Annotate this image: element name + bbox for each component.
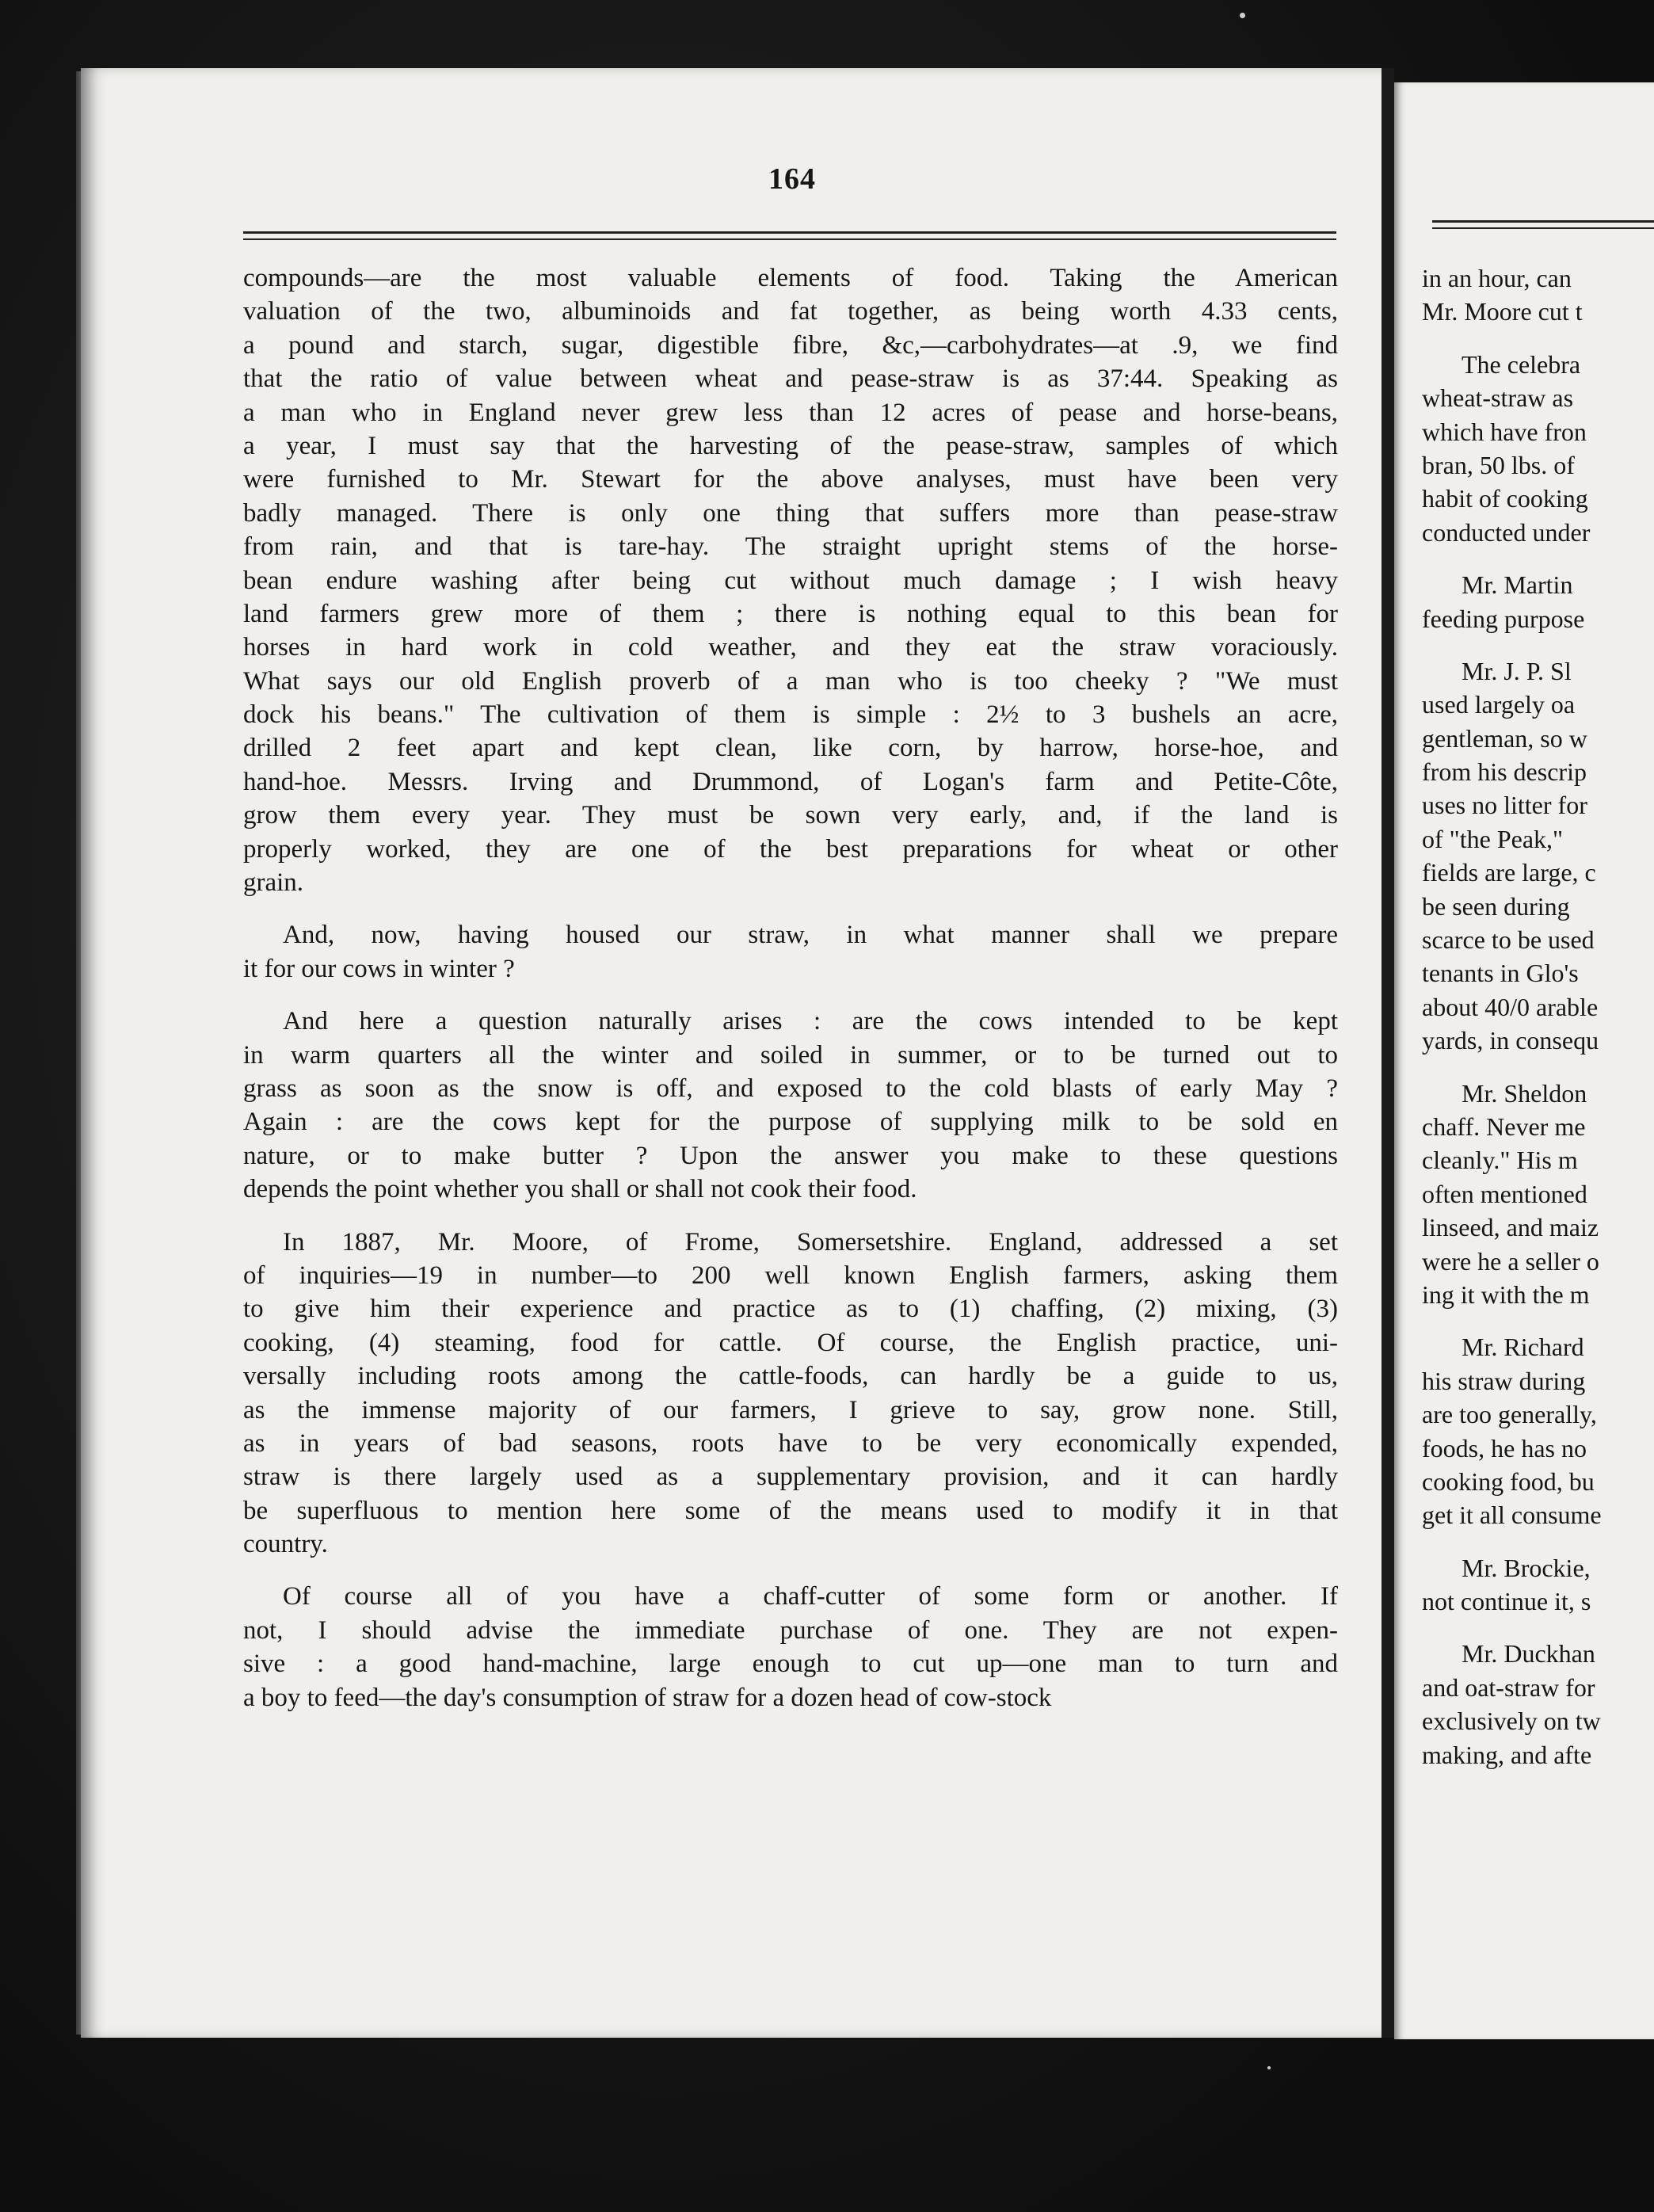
- text-line: yards, in consequ: [1422, 1026, 1599, 1055]
- text-line: were he a seller o: [1422, 1246, 1599, 1276]
- paragraph-gap: [243, 1207, 1338, 1226]
- text-line: a year, I must say that the harvesting of the pease-straw, samples of which: [243, 431, 1338, 460]
- paragraph-gap: [243, 986, 1338, 1005]
- paragraph-gap: [1422, 1311, 1654, 1330]
- text-line: chaff. Never me: [1422, 1112, 1586, 1141]
- paragraph-gap: [1422, 635, 1654, 654]
- right-header-rule-bottom: [1432, 227, 1654, 229]
- text-line: not, I should advise the immediate purchase of one. They are not expen-: [243, 1615, 1338, 1645]
- dust-speck: [1267, 2066, 1271, 2069]
- text-line: hand-hoe. Messrs. Irving and Drummond, of Logan's farm and Petite-Côte,: [243, 767, 1338, 796]
- text-line: are too generally,: [1422, 1400, 1597, 1429]
- text-line: Mr. Martin: [1462, 570, 1573, 600]
- text-line: country.: [243, 1530, 328, 1559]
- text-line: exclusively on tw: [1422, 1707, 1601, 1736]
- text-line: from rain, and that is tare-hay. The straight upright stems of the horse-: [243, 532, 1338, 562]
- paragraph-gap: [1422, 1058, 1654, 1077]
- text-line: ing it with the m: [1422, 1280, 1590, 1309]
- text-line: of inquiries—19 in number—to 200 well known English farmers, asking them: [243, 1260, 1338, 1290]
- paragraph-gap: [1422, 549, 1654, 568]
- text-line: valuation of the two, albuminoids and fat together, as being worth 4.33 cents,: [243, 297, 1338, 326]
- text-line: about 40/0 arable: [1422, 992, 1599, 1021]
- text-line: The celebra: [1462, 349, 1581, 379]
- text-line: Of course all of you have a chaff-cutter of some form or another. If: [283, 1582, 1338, 1611]
- text-line: compounds—are the most valuable elements of food. Taking the American: [243, 264, 1338, 292]
- book-gutter: [1382, 68, 1394, 2038]
- text-line: in an hour, can: [1422, 264, 1572, 292]
- text-line: Mr. Sheldon: [1462, 1078, 1587, 1108]
- text-line: in warm quarters all the winter and soiled in summer, or to be turned out to: [243, 1040, 1338, 1070]
- text-line: versally including roots among the cattle-foods, can hardly be a guide to us,: [243, 1362, 1338, 1391]
- text-line: linseed, and maiz: [1422, 1213, 1599, 1242]
- text-line: a man who in England never grew less than 12 acres of pease and horse-beans,: [243, 398, 1338, 427]
- text-line: Mr. Moore cut t: [1422, 297, 1583, 326]
- text-line: bran, 50 lbs. of: [1422, 450, 1575, 479]
- text-line: feeding purpose: [1422, 604, 1585, 633]
- text-line: making, and afte: [1422, 1740, 1592, 1769]
- text-line: drilled 2 feet apart and kept clean, like corn, by harrow, horse-hoe, and: [243, 734, 1338, 763]
- text-line: What says our old English proverb of a man who is too cheeky ? "We must: [243, 666, 1338, 696]
- text-line: be superfluous to mention here some of the means used to modify it in that: [243, 1496, 1338, 1525]
- text-line: fields are large, c: [1422, 858, 1596, 887]
- text-line: a boy to feed—the day's consumption of straw for a dozen head of cow-stock: [243, 1683, 1052, 1712]
- text-line: from his descrip: [1422, 757, 1587, 787]
- text-line: often mentioned: [1422, 1179, 1587, 1208]
- text-line: which have fron: [1422, 417, 1587, 446]
- text-line: horses in hard work in cold weather, and they eat the straw voraciously.: [243, 633, 1338, 662]
- text-line: be seen during: [1422, 891, 1570, 921]
- text-line: grow them every year. They must be sown very early, and, if the land is: [243, 801, 1338, 830]
- text-line: uses no litter for: [1422, 791, 1587, 820]
- text-line: cooking, (4) steaming, food for cattle. Of course, the English practice, uni-: [243, 1328, 1338, 1357]
- header-rule-bottom: [243, 238, 1336, 240]
- text-line: cleanly." His m: [1422, 1146, 1578, 1175]
- text-line: dock his beans." The cultivation of them is simple : 2½ to 3 bushels an acre,: [243, 700, 1338, 730]
- text-line: depends the point whether you shall or shall not cook their food.: [243, 1175, 917, 1204]
- text-line: habit of cooking: [1422, 484, 1588, 513]
- text-line: sive : a good hand-machine, large enough to cut up—one man to turn and: [243, 1649, 1338, 1679]
- text-line: his straw during: [1422, 1366, 1586, 1395]
- text-line: Mr. Duckhan: [1462, 1639, 1595, 1669]
- paragraph-gap: [243, 899, 1338, 918]
- paragraph-gap: [1422, 1532, 1654, 1551]
- text-line: Mr. J. P. Sl: [1462, 656, 1572, 685]
- text-line: properly worked, they are one of the best preparations for wheat or other: [243, 834, 1338, 864]
- text-line: and oat-straw for: [1422, 1672, 1595, 1702]
- text-line: cooking food, bu: [1422, 1466, 1595, 1496]
- paragraph-gap: [1422, 329, 1654, 348]
- text-line: tenants in Glo's: [1422, 959, 1579, 988]
- paragraph-gap: [1422, 1618, 1654, 1637]
- text-line: nature, or to make butter ? Upon the answer you make to these questions: [243, 1141, 1338, 1170]
- text-line: get it all consume: [1422, 1501, 1602, 1530]
- dust-speck: [1240, 13, 1245, 18]
- text-line: land farmers grew more of them ; there is nothing equal to this bean for: [243, 599, 1338, 628]
- text-line: Mr. Richard: [1462, 1333, 1584, 1362]
- text-line: And, now, having housed our straw, in what manner shall we prepare: [283, 921, 1338, 950]
- text-line: used largely oa: [1422, 690, 1576, 719]
- paragraph-gap: [243, 1561, 1338, 1580]
- text-line: not continue it, s: [1422, 1587, 1591, 1616]
- text-line: to give him their experience and practice as to (1) chaffing, (2) mixing, (3): [243, 1295, 1338, 1324]
- text-line: wheat-straw as: [1422, 383, 1574, 413]
- text-line: foods, he has no: [1422, 1433, 1587, 1463]
- text-line: Mr. Brockie,: [1462, 1553, 1591, 1582]
- text-line: that the ratio of value between wheat and pease-straw is as 37:44. Speaking as: [243, 364, 1338, 394]
- left-page-text: [243, 261, 1338, 1714]
- text-line: were furnished to Mr. Stewart for the above analyses, must have been very: [243, 465, 1338, 494]
- text-line: And here a question naturally arises : are the cows intended to be kept: [283, 1007, 1338, 1036]
- text-line: grain.: [243, 868, 304, 898]
- text-line: it for our cows in winter ?: [243, 954, 515, 983]
- header-rule-top: [243, 231, 1336, 234]
- text-line: straw is there largely used as a supplementary provision, and it can hardly: [243, 1463, 1338, 1492]
- text-line: gentleman, so w: [1422, 723, 1587, 753]
- text-line: badly managed. There is only one thing that suffers more than pease-straw: [243, 498, 1338, 528]
- text-line: bean endure washing after being cut without much damage ; I wish heavy: [243, 566, 1338, 595]
- right-header-rule-top: [1432, 220, 1654, 223]
- text-line: grass as soon as the snow is off, and exposed to the cold blasts of early May ?: [243, 1074, 1338, 1103]
- text-line: as in years of bad seasons, roots have to be very economically expended,: [243, 1428, 1338, 1458]
- text-line: scarce to be used: [1422, 925, 1595, 955]
- text-line: Again : are the cows kept for the purpose of supplying milk to be sold en: [243, 1108, 1338, 1137]
- text-line: of "the Peak,": [1422, 824, 1564, 853]
- page-number: 164: [768, 162, 816, 196]
- text-line: as the immense majority of our farmers, I grieve to say, grow none. Still,: [243, 1395, 1338, 1424]
- right-page-text: [1422, 261, 1654, 1846]
- text-line: In 1887, Mr. Moore, of Frome, Somersetshire. England, addressed a set: [283, 1227, 1338, 1257]
- text-line: a pound and starch, sugar, digestible fibre, &c,—carbohydrates—at .9, we find: [243, 330, 1338, 360]
- text-line: conducted under: [1422, 517, 1591, 547]
